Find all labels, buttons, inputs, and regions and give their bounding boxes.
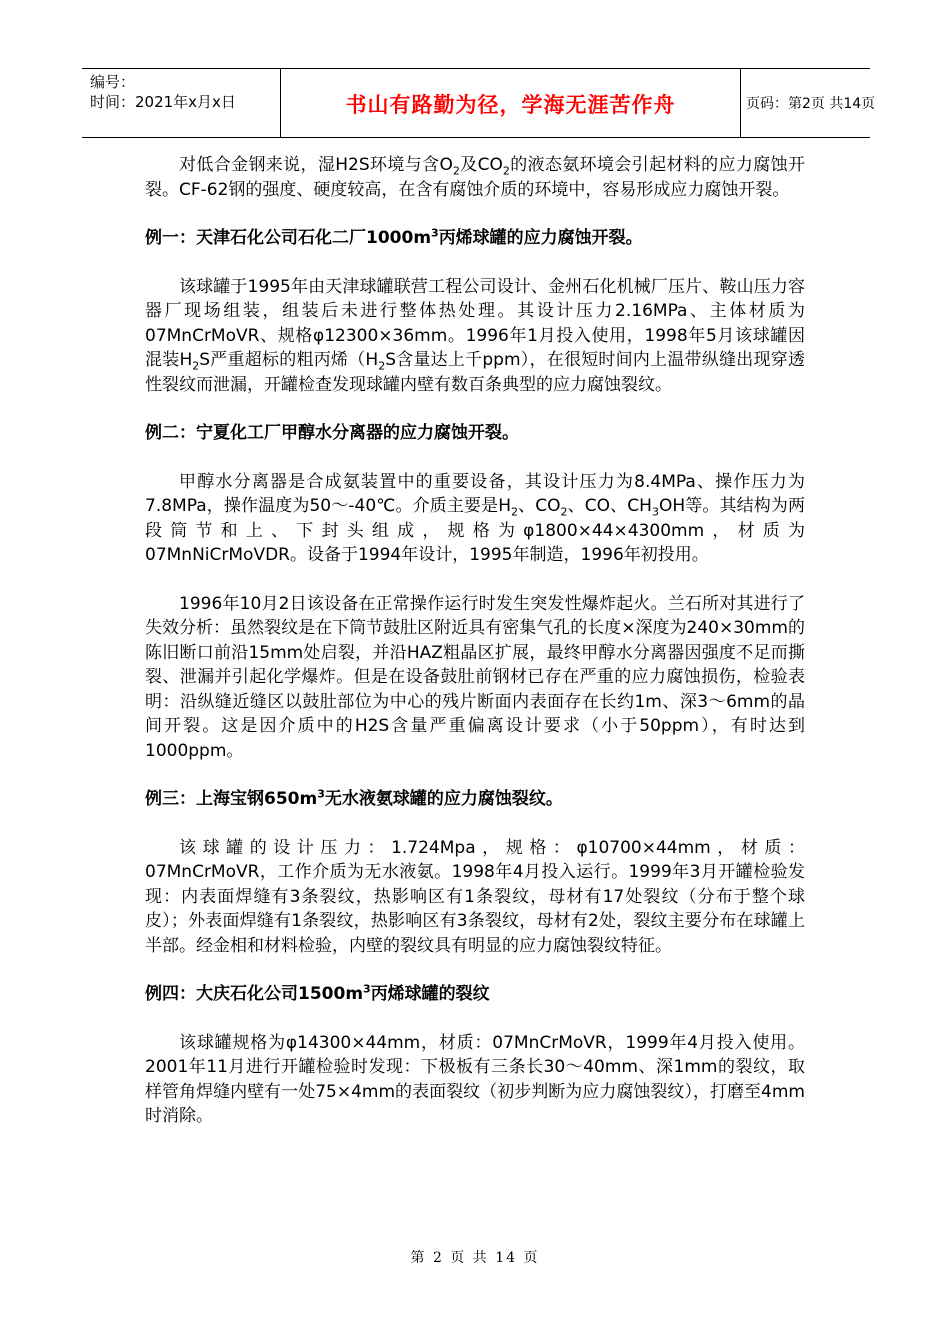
header-page-info: 页码：第2页 共14页 [746,96,876,112]
example-1-heading: 例一：天津石化公司石化二厂$1000m^3$丙烯球罐的应力腐蚀开裂。 [145,226,643,248]
intro-paragraph: 对低合金钢来说，湿H2S环境与含$O_2$及$CO_2$的液态氨环境会引起材料的应力腐蚀开裂。CF-62钢的强度、硬度较高，在含有腐蚀介质的环境中，容易形成应力腐蚀开裂。 [145,155,805,200]
example-4-paragraph: 该球罐规格为φ14300×44mm，材质：07MnCrMoVR，1999年4月投入使用。2001年11月进行开罐检验时发现：下极板有三条长30～40mm、深1mm的裂纹，取样管角焊缝内壁有一处75×4mm的表面裂纹（初步判断为应力腐蚀裂纹），打磨至4mm时消除。 [145,1032,805,1126]
document-number-label: 编号： [90,73,136,91]
example-4-heading: 例四：大庆石化公司$1500m^3$丙烯球罐的裂纹 [145,982,490,1004]
document-date-label: 时间：2021年x月x日 [90,93,236,111]
header-motto-cell [280,69,741,137]
header-page-cell [740,69,876,137]
example-2-heading: 例二：宁夏化工厂甲醇水分离器的应力腐蚀开裂。 [145,423,519,443]
header-motto: 书山有路勤为径，学海无涯苦作舟 [345,93,676,117]
example-2-paragraph-2: 1996年10月2日该设备在正常操作运行时发生突发性爆炸起火。兰石所对其进行了失效分析：虽然裂纹是在下筒节鼓肚区附近具有密集气孔的长度×深度为240×30mm的陈旧断口前沿15mm处启裂，并沿HAZ粗晶区扩展，最终甲醇水分离器因强度不足而撕裂、泄漏并引起化学爆炸。但是在设备鼓肚前钢材已存在严重的应力腐蚀损伤，检验表明：沿纵缝近缝区以鼓肚部位为中心的残片断面内表面存在长约1m、深3～6mm的晶间开裂。这是因介质中的H2S含量严重偏离设计要求（小于50ppm），有时达到1000ppm。 [145,593,805,761]
example-2-paragraph-1: 甲醇水分离器是合成氨装置中的重要设备，其设计压力为8.4MPa、操作压力为7.8MPa，操作温度为50～-40℃。介质主要是$H_2$、$CO_2$、CO、$CH_3OH$等。其结构为两段筒节和上、下封头组成，规格为φ1800×44×4300mm，材质为07MnNiCrMoVDR。设备于1994年设计，1995年制造，1996年初投用。 [145,471,805,565]
footer-page-number: 第 2 页 共 14 页 [410,1250,540,1266]
document-body [145,153,805,1129]
example-3-paragraph: 该球罐的设计压力：1.724Mpa，规格：φ10700×44mm，材质：07MnCrMoVR，工作介质为无水液氨。1998年4月投入运行。1999年3月开罐检验发现：内表面焊缝有3条裂纹，热影响区有1条裂纹，母材有17处裂纹（分布于整个球皮）；外表面焊缝有1条裂纹，热影响区有3条裂纹，母材有2处，裂纹主要分布在球罐上半部。经金相和材料检验，内壁的裂纹具有明显的应力腐蚀裂纹特征。 [145,837,805,956]
header-meta-cell [82,69,280,137]
example-3-heading: 例三：上海宝钢$650m^3$无水液氨球罐的应力腐蚀裂纹。 [145,787,563,809]
header-table [82,68,876,138]
example-1-paragraph: 该球罐于1995年由天津球罐联营工程公司设计、金州石化机械厂压片、鞍山压力容器厂现场组装，组装后未进行整体热处理。其设计压力2.16MPa、主体材质为07MnCrMoVR、规格φ12300×36mm。1996年1月投入使用，1998年5月该球罐因混装$H_2S$严重超标的粗丙烯（$H_2S$含量达上千ppm），在很短时间内上温带纵缝出现穿透性裂纹而泄漏，开罐检查发现球罐内壁有数百条典型的应力腐蚀裂纹。 [145,276,806,395]
